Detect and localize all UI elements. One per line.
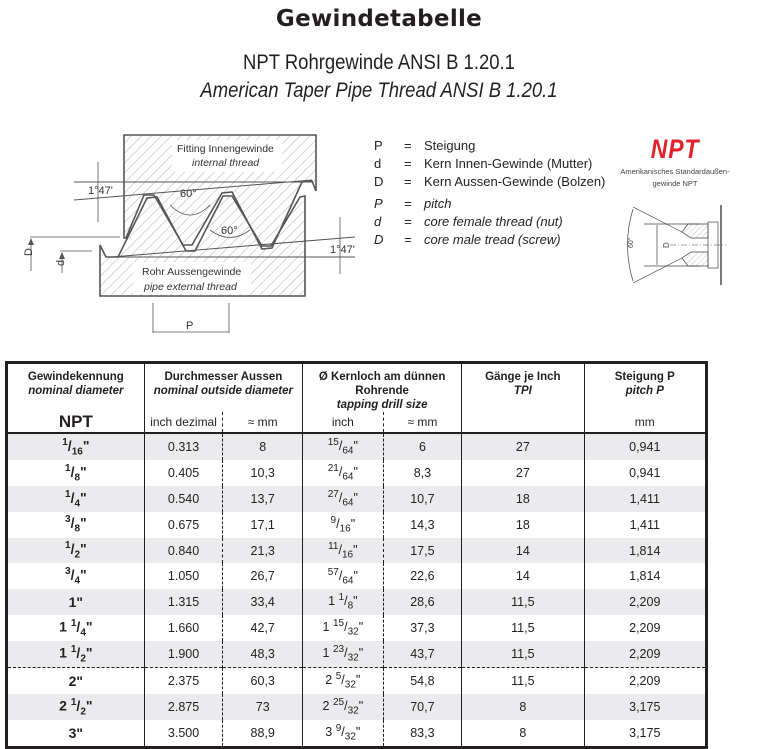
thread-angle-label-1: 60° [180,188,197,200]
nominal-whole: 1 [59,644,71,661]
cell-od-mm: 26,7 [223,563,303,589]
nominal-numerator: 1 [70,696,77,708]
legend-equals: = [404,232,412,247]
legend-row [374,213,605,231]
cell-od-mm: 73 [223,694,303,720]
cell-drill-mm: 28,6 [383,589,462,615]
cell-pitch: 0,941 [584,433,706,460]
cell-drill-mm: 10,7 [383,486,462,512]
nominal-denominator: 4 [74,575,81,587]
cell-tpi: 11,5 [462,589,584,615]
drill-numerator: 15 [327,437,339,449]
cell-tpi: 11,5 [462,641,584,667]
cell-od-inch: 1.315 [144,589,223,615]
cell-od-inch: 0.313 [144,433,223,460]
cell-pitch: 0,941 [629,465,661,480]
cell-drill-mm: 14,3 [383,512,462,538]
drill-denominator: 64 [342,497,354,509]
cell-nominal-size: 1 $^1/_2$" [7,641,145,667]
header-text-de-2: Rohrende [355,385,409,397]
cell-drill-inch: $^{27}/_{64}$" [303,486,384,512]
legend-symbol: D [374,174,384,189]
drill-numerator: 11 [328,540,339,552]
header-text-de: Gänge je Inch [485,371,561,383]
header-text-en: nominal outside diameter [153,385,293,397]
header-text-de: Durchmesser Aussen [164,371,283,383]
taper-angle-bottom-label: 1°47' [330,244,355,256]
cell-tpi: 14 [462,563,584,589]
cell-od-inch: 2.875 [144,694,223,720]
cell-pitch: 3,175 [584,694,706,720]
external-thread-label-en: pipe external thread [144,281,237,293]
legend-symbol: P [374,196,383,211]
dim-d-label: d [55,259,67,266]
drill-numerator: 57 [327,566,339,578]
cell-drill-mm: 8,3 [383,460,462,486]
legend-row [374,195,605,213]
drill-denominator: 32 [344,679,356,691]
legend-text: Kern Aussen-Gewinde (Bolzen) [424,174,606,189]
table-row [7,433,707,460]
cell-tpi: 27 [462,460,584,486]
nominal-unit: " [80,540,87,557]
drill-denominator: 32 [347,705,359,717]
header-tpi-unit [462,412,584,433]
header-npt: NPT [7,412,145,433]
header-tapping-drill [303,363,462,413]
drill-whole: 1 [328,594,339,609]
cell-pitch: 2,209 [584,589,706,615]
cell-drill-inch: $^{21}/_{64}$" [303,460,384,486]
drill-unit: " [353,594,358,609]
cell-nominal-size: $^1/_8$" [7,460,145,486]
cell-od-inch: 1.660 [144,615,223,641]
drill-unit: " [355,673,361,688]
cell-nominal-size: $^1/_{16}$" [7,433,145,460]
nominal-denominator: 16 [71,446,83,458]
cell-nominal-size: 1 $^1/_4$" [7,615,145,641]
drill-denominator: 32 [344,731,356,743]
drill-unit: " [353,439,358,454]
drill-unit: " [358,620,364,635]
header-drill-mm: ≈ mm [383,412,462,433]
legend-equals: = [404,214,412,229]
dim-P-label: P [186,320,194,332]
thread-angle-label-2: 60° [221,225,238,237]
table-row [7,589,707,615]
cell-tpi: 11,5 [462,668,584,694]
legend-equals: = [404,156,412,171]
legend-row [374,137,605,155]
cell-drill-inch: $^{15}/_{64}$" [303,433,384,460]
drill-denominator: 64 [342,445,354,457]
legend-symbol: d [374,156,382,171]
cell-pitch: 3,175 [629,725,661,740]
cell-tpi: 27 [462,433,584,460]
cell-drill-inch: $^9/_{16}$" [303,512,384,538]
cell-drill-mm: 70,7 [383,694,462,720]
drill-numerator: 23 [332,644,345,656]
cell-drill-inch: 3 $^9/_{32}$" [303,720,384,747]
drill-unit: " [350,516,356,531]
cell-nominal-size: 2 $^1/_2$" [7,694,145,720]
cell-od-mm: 48,3 [223,641,303,667]
cell-nominal-size [7,589,145,615]
header-od-inch: inch dezimal [144,412,223,433]
cell-drill-mm: 43,7 [383,641,462,667]
subtitle-german: NPT Rohrgewinde ANSI B 1.20.1 [243,51,515,74]
npt-logo-caption-2: gewinde NPT [652,179,698,188]
cell-drill-mm: 37,3 [383,615,462,641]
cell-tpi: 11,5 [462,615,584,641]
nominal-denominator: 4 [80,627,86,639]
npt-thread-table [5,361,708,749]
cell-drill-mm: 17,5 [383,538,462,564]
cell-od-inch: 0.540 [144,486,223,512]
drill-whole: 1 [322,620,333,635]
header-drill-inch: inch [303,412,384,433]
cell-od-mm: 33,4 [223,589,303,615]
fitting-dim-label: D [662,242,671,248]
drill-unit: " [358,646,364,661]
nominal-whole: 1 [68,594,77,611]
drill-unit: " [353,568,358,583]
nominal-unit: " [80,515,87,532]
cell-drill-mm: 83,3 [383,720,462,747]
nominal-numerator: 1 [62,436,68,448]
npt-fitting-diagram [620,200,730,290]
drill-numerator: 15 [332,618,345,630]
cell-nominal-size: $^1/_2$" [7,538,145,564]
nominal-denominator: 2 [80,706,86,718]
table-row [7,615,707,641]
nominal-numerator: 1 [65,462,71,474]
cell-od-inch: 1.050 [144,563,223,589]
drill-numerator: 27 [327,488,339,500]
drill-denominator: 64 [342,471,354,483]
legend-text: pitch [424,196,452,211]
header-pitch-unit: mm [584,412,706,433]
nominal-numerator: 1 [65,540,71,552]
legend-text: Kern Innen-Gewinde (Mutter) [424,156,593,171]
drill-denominator: 64 [342,575,354,587]
cell-pitch: 1,411 [629,517,660,532]
drill-numerator: 9 [335,722,342,734]
drill-whole: 1 [322,646,333,661]
legend-symbol: P [374,138,383,153]
cell-pitch: 2,209 [629,621,661,636]
cell-od-inch: 0.840 [144,538,223,564]
drill-denominator: 8 [347,601,354,613]
nominal-denominator: 8 [74,523,81,535]
nominal-denominator: 4 [74,497,81,509]
nominal-unit: " [85,697,93,714]
table-row [7,538,707,564]
table-row [7,460,707,486]
nominal-whole: 1 [59,618,71,635]
header-text-en: TPI [513,385,532,397]
nominal-unit: " [80,489,87,506]
header-text-en: pitch P [625,385,664,397]
subtitle-english: American Taper Pipe Thread ANSI B 1.20.1 [200,79,558,102]
cell-od-inch: 2.375 [144,668,223,694]
cell-od-mm: 8 [223,433,303,460]
drill-numerator: 9 [330,514,337,526]
drill-unit: " [353,465,358,480]
cell-pitch: 1,814 [584,538,706,564]
nominal-denominator: 8 [74,472,81,484]
cell-tpi: 18 [462,512,584,538]
fitting-angle-label: 60° [628,237,635,248]
nominal-unit: " [76,594,84,611]
cell-od-mm: 10,3 [223,460,303,486]
page-title: Gewindetabelle [275,6,483,32]
legend-row [374,155,605,173]
cell-od-mm: 13,7 [223,486,303,512]
cell-od-inch: 0.405 [144,460,223,486]
nominal-denominator: 2 [74,549,81,561]
legend-symbol: D [374,232,384,247]
cell-drill-inch: $^{11}/_{16}$" [303,538,384,564]
cell-pitch: 2,209 [584,668,706,694]
cell-nominal-size: $^1/_4$" [7,486,145,512]
drill-numerator: 1 [338,592,345,604]
nominal-whole: 2 [68,672,77,689]
drill-whole: 2 [322,699,333,714]
nominal-whole: 3 [68,724,77,741]
cell-drill-inch: 1 $^{15}/_{32}$" [303,615,384,641]
table-row [7,563,707,589]
drill-denominator: 32 [347,627,359,638]
npt-logo-mark: NPT [650,134,700,164]
nominal-numerator: 1 [65,488,71,500]
header-text-de: Steigung P [614,371,675,383]
header-text-en: tapping drill size [336,399,428,411]
taper-angle-top-label: 1°47' [88,185,113,197]
nominal-whole: 2 [59,697,71,714]
cell-od-mm: 17,1 [223,512,303,538]
header-nominal-diameter [7,363,145,413]
external-thread-label-de: Rohr Aussengewinde [142,266,242,278]
drill-unit: " [355,725,361,740]
symbol-legend [374,137,605,249]
legend-equals: = [404,196,412,211]
nominal-numerator: 1 [70,643,77,655]
header-text-de: Ø Kernloch am dünnen [318,371,446,383]
cell-tpi: 18 [462,486,584,512]
nominal-unit: " [80,463,87,480]
legend-text: Steigung [424,138,476,153]
cell-drill-mm: 54,8 [383,668,462,694]
nominal-unit: " [85,618,93,635]
cell-od-mm: 88,9 [223,720,303,747]
legend-text: core female thread (nut) [424,214,563,229]
cell-tpi: 8 [462,720,584,747]
header-text-en: nominal diameter [28,385,124,397]
nominal-unit: " [76,724,84,741]
drill-denominator: 16 [339,523,351,535]
cell-od-inch: 3.500 [144,720,223,747]
cell-pitch: 1,411 [584,486,706,512]
drill-unit: " [353,542,358,557]
cell-nominal-size: $^3/_8$" [7,512,145,538]
thread-profile-diagram [0,120,370,350]
header-tpi [462,363,584,413]
drill-whole: 2 [325,673,336,688]
drill-numerator: 21 [327,463,339,474]
nominal-unit: " [85,644,93,661]
cell-drill-inch: 2 $^{25}/_{32}$" [303,694,384,720]
legend-equals: = [404,174,412,189]
cell-od-inch: 1.900 [144,641,223,667]
cell-drill-inch: 1 $^1/_8$" [303,589,384,615]
cell-od-mm: 60,3 [223,668,303,694]
cell-pitch: 2,209 [584,641,706,667]
cell-od-inch: 0.675 [144,512,223,538]
npt-logo [620,134,730,189]
cell-drill-mm: 6 [383,433,462,460]
table-row [7,641,707,667]
table-row [7,694,707,720]
cell-drill-inch: $^{57}/_{64}$" [303,563,384,589]
table-row [7,720,707,747]
cell-tpi: 8 [462,694,584,720]
header-od-mm: ≈ mm [223,412,303,433]
nominal-numerator: 1 [70,617,77,629]
npt-logo-caption-1: Amerikanisches Standardaußen- [620,167,730,176]
table-row [7,668,707,694]
header-text-de: Gewindekennung [27,371,124,383]
legend-equals: = [404,138,412,153]
cell-drill-inch: 2 $^5/_{32}$" [303,668,384,694]
cell-nominal-size: $^3/_4$" [7,563,145,589]
header-pitch [584,363,706,413]
legend-symbol: d [374,214,382,229]
cell-od-mm: 42,7 [223,615,303,641]
dim-D-label: D [23,248,35,256]
drill-whole: 3 [325,725,336,740]
cell-nominal-size [7,720,145,747]
nominal-denominator: 2 [80,653,86,665]
legend-row [374,231,605,249]
cell-od-mm: 21,3 [223,538,303,564]
nominal-unit: " [82,437,90,454]
cell-nominal-size [7,668,145,694]
drill-denominator: 32 [347,652,359,664]
cell-pitch: 1,814 [629,569,661,584]
header-outside-diameter [144,363,302,413]
legend-row [374,173,605,191]
nominal-unit: " [80,566,87,583]
table-row [7,486,707,512]
legend-text: core male tread (screw) [424,232,561,247]
drill-numerator: 5 [335,671,342,683]
nominal-unit: " [76,672,84,689]
internal-thread-label-en: internal thread [192,157,260,169]
drill-unit: " [353,491,358,506]
table-row [7,512,707,538]
drill-denominator: 16 [341,549,354,561]
drill-numerator: 25 [332,697,345,709]
drill-unit: " [358,699,364,714]
internal-thread-label-de: Fitting Innengewinde [177,143,274,155]
cell-drill-inch: 1 $^{23}/_{32}$" [303,641,384,667]
nominal-numerator: 3 [65,566,71,578]
nominal-numerator: 3 [65,514,71,526]
cell-tpi: 14 [462,538,584,564]
cell-drill-mm: 22,6 [383,563,462,589]
